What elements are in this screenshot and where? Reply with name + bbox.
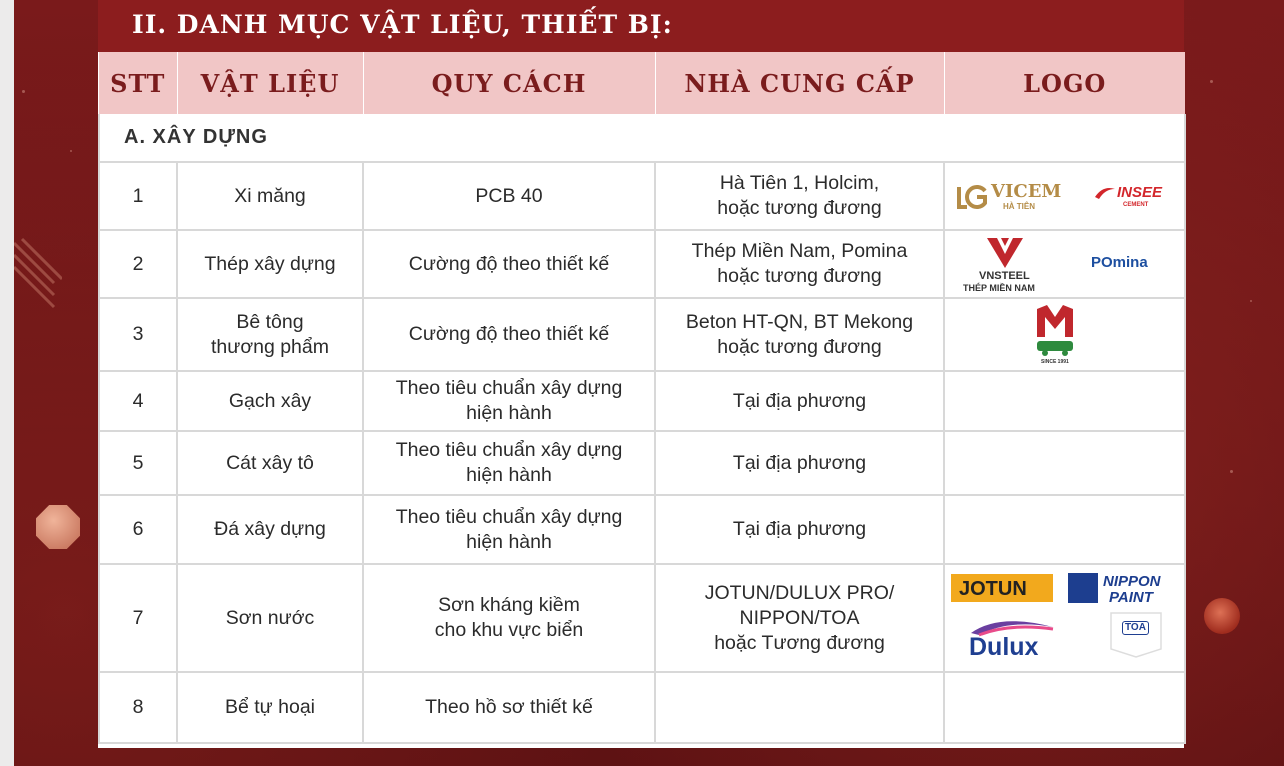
- logo-cell: [944, 564, 1185, 672]
- header-material: VẬT LIỆU: [177, 52, 363, 114]
- insee-subtitle: CEMENT: [1123, 202, 1149, 208]
- logo-cell: [944, 162, 1185, 230]
- material-cell: Sơn nước: [177, 564, 363, 672]
- header-spec: QUY CÁCH: [363, 52, 655, 114]
- spec-cell: PCB 40: [363, 162, 655, 230]
- material-cell: Bê tông thương phẩm: [177, 298, 363, 371]
- jotun-logo: JOTUN: [959, 578, 1027, 600]
- material-cell: Gạch xây: [177, 371, 363, 431]
- spec-cell: Cường độ theo thiết kế: [363, 298, 655, 371]
- dulux-logo: Dulux: [969, 633, 1039, 661]
- logo-cell: [944, 495, 1185, 564]
- material-cell: Xi măng: [177, 162, 363, 230]
- mekong-concrete-emblem-icon: [1035, 303, 1075, 359]
- header-stt: STT: [99, 52, 177, 114]
- logo-cell: [944, 431, 1185, 495]
- supplier-cell: Beton HT-QN, BT Mekong hoặc tương đương: [655, 298, 944, 371]
- vicem-emblem-icon: [957, 183, 989, 211]
- table-row: [99, 230, 1185, 298]
- vicem-logo: VICEM: [991, 181, 1062, 202]
- supplier-cell: Tại địa phương: [655, 431, 944, 495]
- stt-cell: 2: [99, 230, 177, 298]
- sparkle: [1250, 300, 1252, 302]
- table-row: [99, 672, 1185, 743]
- decorative-orb: [1204, 598, 1240, 634]
- table-row: [99, 298, 1185, 371]
- spec-cell: Theo tiêu chuẩn xây dựng hiện hành: [363, 371, 655, 431]
- section-row: [99, 114, 1185, 162]
- decorative-stripes: [14, 233, 62, 313]
- material-cell: Cát xây tô: [177, 431, 363, 495]
- vnsteel-emblem-icon: [985, 236, 1025, 270]
- spec-cell: Theo hồ sơ thiết kế: [363, 672, 655, 743]
- toa-logo: TOA: [1122, 621, 1149, 635]
- nippon-logo: NIPPON: [1103, 573, 1161, 590]
- decorative-octagon: [36, 505, 80, 549]
- table-row: [99, 162, 1185, 230]
- toa-badge-icon: [1109, 611, 1163, 659]
- vnsteel-logo: VNSTEEL: [979, 270, 1030, 282]
- sparkle: [1230, 470, 1233, 473]
- supplier-cell: JOTUN/DULUX PRO/ NIPPON/TOA hoặc Tương đương: [655, 564, 944, 672]
- stt-cell: 4: [99, 371, 177, 431]
- spec-cell: Theo tiêu chuẩn xây dựng hiện hành: [363, 495, 655, 564]
- left-edge: [0, 0, 14, 766]
- material-cell: Đá xây dựng: [177, 495, 363, 564]
- spec-cell: Sơn kháng kiềm cho khu vực biển: [363, 564, 655, 672]
- sparkle: [1210, 80, 1213, 83]
- table-header-row: [99, 52, 1185, 114]
- table-row: [99, 495, 1185, 564]
- stt-cell: 8: [99, 672, 177, 743]
- sparkle: [22, 90, 25, 93]
- supplier-cell: Tại địa phương: [655, 495, 944, 564]
- logo-cell: [944, 298, 1185, 371]
- materials-table: [98, 52, 1186, 744]
- stt-cell: 7: [99, 564, 177, 672]
- logo-cell: [944, 230, 1185, 298]
- material-cell: Bể tự hoại: [177, 672, 363, 743]
- materials-sheet: [98, 0, 1184, 748]
- material-cell: Thép xây dựng: [177, 230, 363, 298]
- insee-logo: INSEE: [1117, 184, 1163, 201]
- insee-swoosh-icon: [1093, 185, 1117, 201]
- nippon-emblem-icon: [1068, 573, 1098, 603]
- supplier-cell: [655, 672, 944, 743]
- supplier-cell: Tại địa phương: [655, 371, 944, 431]
- page-title: II. DANH MỤC VẬT LIỆU, THIẾT BỊ:: [98, 0, 1184, 52]
- logo-cell: [944, 672, 1185, 743]
- nippon-subtitle: PAINT: [1109, 589, 1153, 606]
- supplier-cell: Hà Tiên 1, Holcim, hoặc tương đương: [655, 162, 944, 230]
- logo-cell: [944, 371, 1185, 431]
- spec-cell: Cường độ theo thiết kế: [363, 230, 655, 298]
- spec-cell: Theo tiêu chuẩn xây dựng hiện hành: [363, 431, 655, 495]
- stt-cell: 5: [99, 431, 177, 495]
- vicem-subtitle: HÀ TIÊN: [1003, 202, 1035, 211]
- section-title: A. XÂY DỰNG: [99, 114, 1185, 162]
- supplier-cell: Thép Miền Nam, Pomina hoặc tương đương: [655, 230, 944, 298]
- stt-cell: 1: [99, 162, 177, 230]
- table-row: [99, 431, 1185, 495]
- stt-cell: 3: [99, 298, 177, 371]
- header-logo: LOGO: [944, 52, 1185, 114]
- header-supplier: NHÀ CUNG CẤP: [655, 52, 944, 114]
- table-row: [99, 371, 1185, 431]
- mekong-since-label: SINCE 1991: [1041, 359, 1069, 365]
- table-row: [99, 564, 1185, 672]
- vnsteel-subtitle: THÉP MIỀN NAM: [963, 283, 1035, 293]
- pomina-logo: POmina: [1091, 254, 1148, 271]
- sparkle: [70, 150, 72, 152]
- stt-cell: 6: [99, 495, 177, 564]
